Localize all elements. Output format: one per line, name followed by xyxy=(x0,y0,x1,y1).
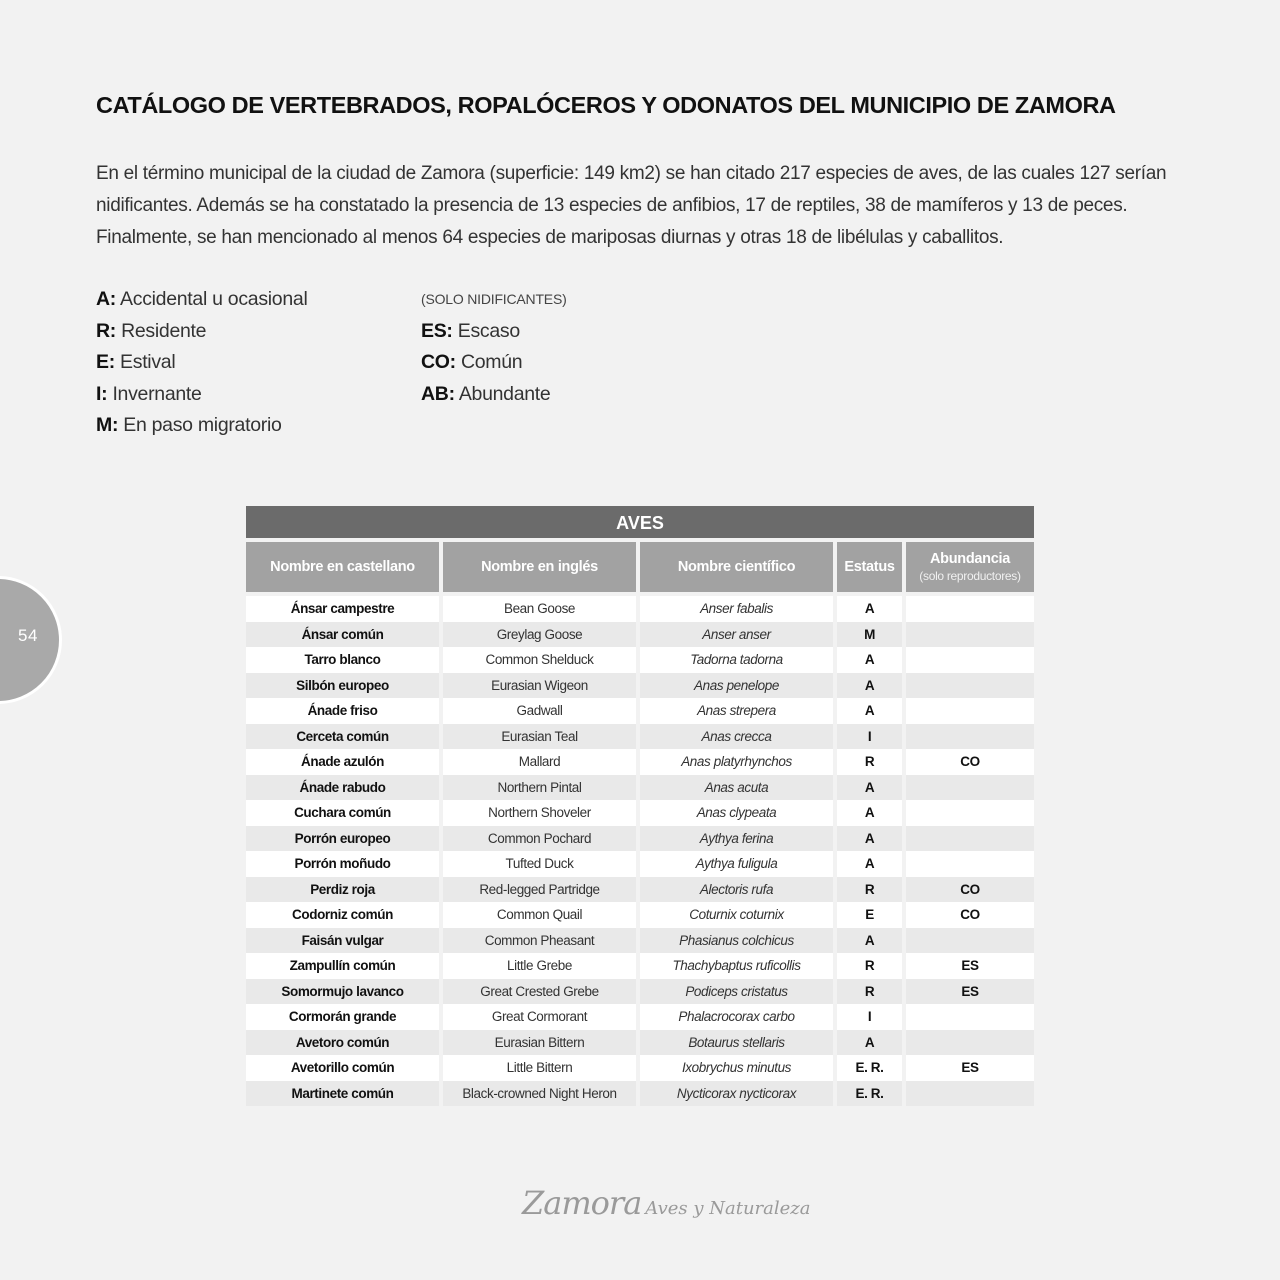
header-abundance-label: Abundancia xyxy=(930,551,1010,567)
cell-english-name: Greylag Goose xyxy=(443,622,636,648)
cell-abundance xyxy=(906,826,1034,852)
cell-spanish-name: Martinete común xyxy=(246,1081,439,1107)
cell-status: A xyxy=(837,673,902,699)
cell-abundance: ES xyxy=(906,953,1034,979)
header-spanish-name: Nombre en castellano xyxy=(246,542,439,592)
cell-scientific-name: Tadorna tadorna xyxy=(640,647,833,673)
table-row xyxy=(246,979,1034,1005)
cell-english-name: Eurasian Wigeon xyxy=(443,673,636,699)
status-legend xyxy=(96,284,307,442)
cell-status: I xyxy=(837,1004,902,1030)
cell-spanish-name: Somormujo lavanco xyxy=(246,979,439,1005)
cell-english-name: Mallard xyxy=(443,749,636,775)
cell-abundance xyxy=(906,673,1034,699)
cell-abundance xyxy=(906,647,1034,673)
cell-abundance xyxy=(906,800,1034,826)
footer-logo xyxy=(522,1184,811,1222)
cell-english-name: Great Cormorant xyxy=(443,1004,636,1030)
cell-spanish-name: Perdiz roja xyxy=(246,877,439,903)
intro-paragraph: En el término municipal de la ciudad de Zamora (superficie: 149 km2) se han citado 217 especies de aves, de las cuales 127 serían nidificantes. Además se ha constatado la presencia de 13 especies de anfibios, 17 de reptiles, 38 de mamíferos y 13 de peces. Finalmente, se han mencionado al menos 64 especies de mariposas diurnas y otras 18 de libélulas y caballitos. xyxy=(96,163,1167,248)
table-row xyxy=(246,851,1034,877)
cell-english-name: Great Crested Grebe xyxy=(443,979,636,1005)
header-scientific-name: Nombre científico xyxy=(640,542,833,592)
cell-scientific-name: Coturnix coturnix xyxy=(640,902,833,928)
table-row xyxy=(246,673,1034,699)
cell-english-name: Northern Shoveler xyxy=(443,800,636,826)
cell-english-name: Bean Goose xyxy=(443,596,636,622)
legend-item-resident: R: Residente xyxy=(96,319,207,342)
cell-english-name: Gadwall xyxy=(443,698,636,724)
cell-spanish-name: Codorniz común xyxy=(246,902,439,928)
cell-status: A xyxy=(837,698,902,724)
cell-abundance: ES xyxy=(906,979,1034,1005)
cell-abundance xyxy=(906,622,1034,648)
table-row xyxy=(246,877,1034,903)
cell-english-name: Little Bittern xyxy=(443,1055,636,1081)
table-row xyxy=(246,724,1034,750)
cell-status: R xyxy=(837,953,902,979)
table-row xyxy=(246,928,1034,954)
table-title: AVES xyxy=(246,506,1034,538)
cell-english-name: Tufted Duck xyxy=(443,851,636,877)
table-row xyxy=(246,1055,1034,1081)
table-row xyxy=(246,800,1034,826)
cell-scientific-name: Thachybaptus ruficollis xyxy=(640,953,833,979)
cell-scientific-name: Anser anser xyxy=(640,622,833,648)
header-abundance xyxy=(906,542,1034,592)
legend-item-summer: E: Estival xyxy=(96,351,176,373)
cell-english-name: Little Grebe xyxy=(443,953,636,979)
header-english-name: Nombre en inglés xyxy=(443,542,636,592)
cell-abundance xyxy=(906,698,1034,724)
cell-english-name: Common Pochard xyxy=(443,826,636,852)
cell-status: A xyxy=(837,1030,902,1056)
table-row xyxy=(246,596,1034,622)
table-row xyxy=(246,775,1034,801)
cell-status: R xyxy=(837,877,902,903)
cell-spanish-name: Silbón europeo xyxy=(246,673,439,699)
cell-status: R xyxy=(837,979,902,1005)
cell-status: A xyxy=(837,826,902,852)
table-row xyxy=(246,902,1034,928)
cell-english-name: Eurasian Bittern xyxy=(443,1030,636,1056)
cell-status: A xyxy=(837,647,902,673)
cell-spanish-name: Faisán vulgar xyxy=(246,928,439,954)
cell-spanish-name: Zampullín común xyxy=(246,953,439,979)
cell-scientific-name: Alectoris rufa xyxy=(640,877,833,903)
cell-scientific-name: Phasianus colchicus xyxy=(640,928,833,954)
cell-status: E. R. xyxy=(837,1081,902,1107)
table-body xyxy=(246,596,1034,1106)
legend-item-common: CO: Común xyxy=(421,351,523,373)
cell-spanish-name: Porrón moñudo xyxy=(246,851,439,877)
table-row xyxy=(246,698,1034,724)
cell-abundance: CO xyxy=(906,877,1034,903)
cell-scientific-name: Anas penelope xyxy=(640,673,833,699)
cell-abundance xyxy=(906,1004,1034,1030)
cell-scientific-name: Anas crecca xyxy=(640,724,833,750)
legend-item-winter: I: Invernante xyxy=(96,382,202,405)
cell-scientific-name: Anser fabalis xyxy=(640,596,833,622)
table-row xyxy=(246,622,1034,648)
cell-scientific-name: Phalacrocorax carbo xyxy=(640,1004,833,1030)
page-number: 54 xyxy=(18,626,38,645)
cell-english-name: Black-crowned Night Heron xyxy=(443,1081,636,1107)
table-header xyxy=(246,542,1034,592)
cell-abundance xyxy=(906,1030,1034,1056)
cell-spanish-name: Ánade rabudo xyxy=(246,775,439,801)
cell-status: A xyxy=(837,775,902,801)
abundance-legend-note: (SOLO NIDIFICANTES) xyxy=(421,291,567,307)
cell-spanish-name: Ánsar común xyxy=(246,622,439,648)
cell-status: A xyxy=(837,596,902,622)
table-row xyxy=(246,826,1034,852)
cell-status: E xyxy=(837,902,902,928)
cell-english-name: Red-legged Partridge xyxy=(443,877,636,903)
cell-scientific-name: Ixobrychus minutus xyxy=(640,1055,833,1081)
table-row xyxy=(246,749,1034,775)
cell-abundance: ES xyxy=(906,1055,1034,1081)
cell-english-name: Common Pheasant xyxy=(443,928,636,954)
cell-abundance xyxy=(906,724,1034,750)
table-row xyxy=(246,647,1034,673)
cell-status: A xyxy=(837,851,902,877)
table-row xyxy=(246,1081,1034,1107)
cell-abundance xyxy=(906,775,1034,801)
footer-logo-sub: Aves y Naturaleza xyxy=(645,1198,811,1219)
cell-scientific-name: Aythya fuligula xyxy=(640,851,833,877)
cell-spanish-name: Ánade friso xyxy=(246,698,439,724)
cell-spanish-name: Avetorillo común xyxy=(246,1055,439,1081)
cell-english-name: Eurasian Teal xyxy=(443,724,636,750)
legend-item-accidental: A: Accidental u ocasional xyxy=(96,288,308,310)
cell-spanish-name: Avetoro común xyxy=(246,1030,439,1056)
cell-status: M xyxy=(837,622,902,648)
cell-abundance xyxy=(906,851,1034,877)
cell-spanish-name: Ánade azulón xyxy=(246,749,439,775)
cell-status: I xyxy=(837,724,902,750)
legend-item-scarce: ES: Escaso xyxy=(421,319,520,342)
header-abundance-sub: (solo reproductores) xyxy=(919,569,1021,583)
cell-scientific-name: Anas strepera xyxy=(640,698,833,724)
cell-abundance xyxy=(906,1081,1034,1107)
cell-spanish-name: Tarro blanco xyxy=(246,647,439,673)
birds-table xyxy=(246,506,1034,1106)
cell-status: E. R. xyxy=(837,1055,902,1081)
cell-scientific-name: Botaurus stellaris xyxy=(640,1030,833,1056)
table-row xyxy=(246,1030,1034,1056)
footer-logo-main: Zamora xyxy=(522,1184,642,1222)
cell-english-name: Common Shelduck xyxy=(443,647,636,673)
cell-spanish-name: Cerceta común xyxy=(246,724,439,750)
cell-scientific-name: Aythya ferina xyxy=(640,826,833,852)
table-row xyxy=(246,1004,1034,1030)
abundance-legend xyxy=(421,284,567,410)
cell-spanish-name: Ánsar campestre xyxy=(246,596,439,622)
cell-status: A xyxy=(837,928,902,954)
cell-scientific-name: Anas acuta xyxy=(640,775,833,801)
cell-spanish-name: Cuchara común xyxy=(246,800,439,826)
page-title: CATÁLOGO DE VERTEBRADOS, ROPALÓCEROS Y ODONATOS DEL MUNICIPIO DE ZAMORA xyxy=(96,92,1116,118)
cell-scientific-name: Anas clypeata xyxy=(640,800,833,826)
cell-abundance: CO xyxy=(906,902,1034,928)
legend-item-migratory: M: En paso migratorio xyxy=(96,414,282,436)
cell-abundance: CO xyxy=(906,749,1034,775)
cell-scientific-name: Nycticorax nycticorax xyxy=(640,1081,833,1107)
table-row xyxy=(246,953,1034,979)
cell-abundance xyxy=(906,928,1034,954)
legend-item-abundant: AB: Abundante xyxy=(421,382,551,405)
cell-english-name: Common Quail xyxy=(443,902,636,928)
cell-spanish-name: Porrón europeo xyxy=(246,826,439,852)
cell-scientific-name: Podiceps cristatus xyxy=(640,979,833,1005)
header-status: Estatus xyxy=(837,542,902,592)
cell-status: A xyxy=(837,800,902,826)
cell-scientific-name: Anas platyrhynchos xyxy=(640,749,833,775)
cell-english-name: Northern Pintal xyxy=(443,775,636,801)
cell-status: R xyxy=(837,749,902,775)
cell-spanish-name: Cormorán grande xyxy=(246,1004,439,1030)
cell-abundance xyxy=(906,596,1034,622)
